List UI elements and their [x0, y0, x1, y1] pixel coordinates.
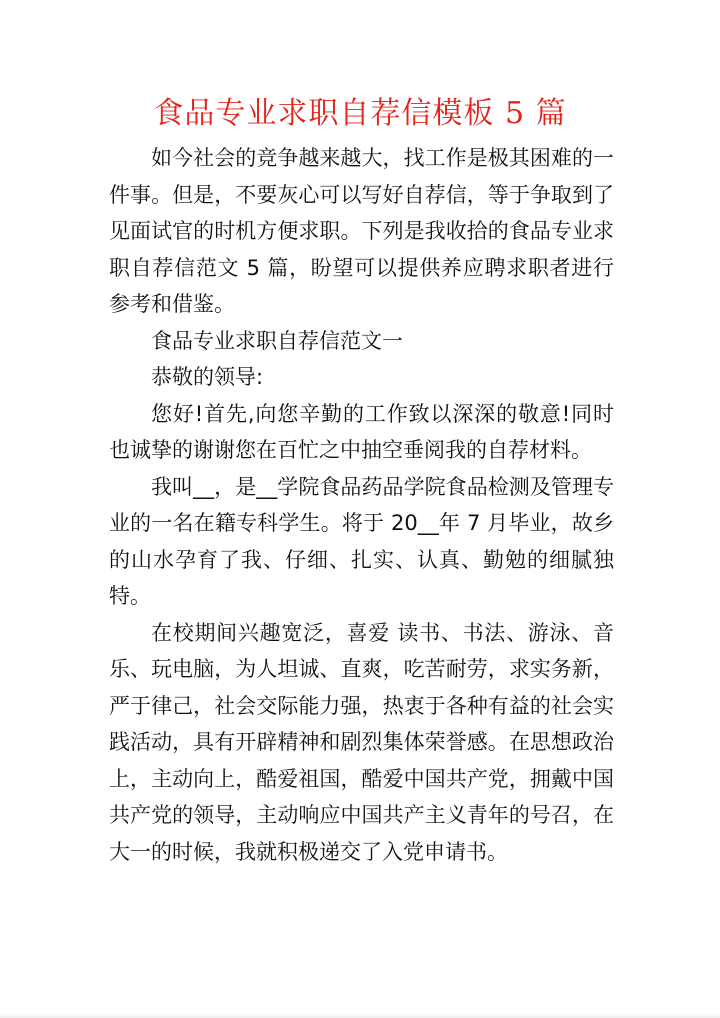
document-title: 食品专业求职自荐信模板 5 篇: [153, 96, 567, 131]
paragraph-salutation: 恭敬的领导:: [151, 365, 264, 389]
paragraph-campus-life: 在校期间兴趣宽泛，喜爱 读书、书法、游泳、音乐、玩电脑，为人坦诚、直爽，吃苦耐劳，求实务新，严于律己，社会交际能力强，热衷于各种有益的社会实践活动，具有开辟精神和剧烈集体荣誉感。在思想政治上，主动向上，酷爱祖国，酷爱中国共产党，拥戴中国共产党的领导，主动响应中国共产主义青年的号召，在大一的时候，我就积极递交了入党申请书。: [109, 620, 614, 864]
paragraph-greeting: 您好!首先,向您辛勤的工作致以深深的敬意!同时也诚挚的谢谢您在百忙之中抽空垂阅我的自荐材料。: [109, 401, 614, 462]
paragraph-intro: 如今社会的竞争越来越大，找工作是极其困难的一件事。但是，不要灰心可以写好自荐信，等于争取到了见面试官的时机方便求职。下列是我收拾的食品专业求职自荐信范文 5 篇，盼望可以提供养应聘求职者进行参考和借鉴。: [109, 146, 614, 316]
page-bottom-edge: [0, 1014, 720, 1018]
paragraph-section-heading: 食品专业求职自荐信范文一: [151, 328, 403, 353]
paragraph-self-intro: 我叫__，是__学院食品药品学院食品检测及管理专业的一名在籍专科学生。将于 20__年 7 月毕业，故乡的山水孕育了我、仔细、扎实、认真、勤勉的细腻独特。: [109, 474, 614, 608]
document-body: [109, 140, 614, 870]
